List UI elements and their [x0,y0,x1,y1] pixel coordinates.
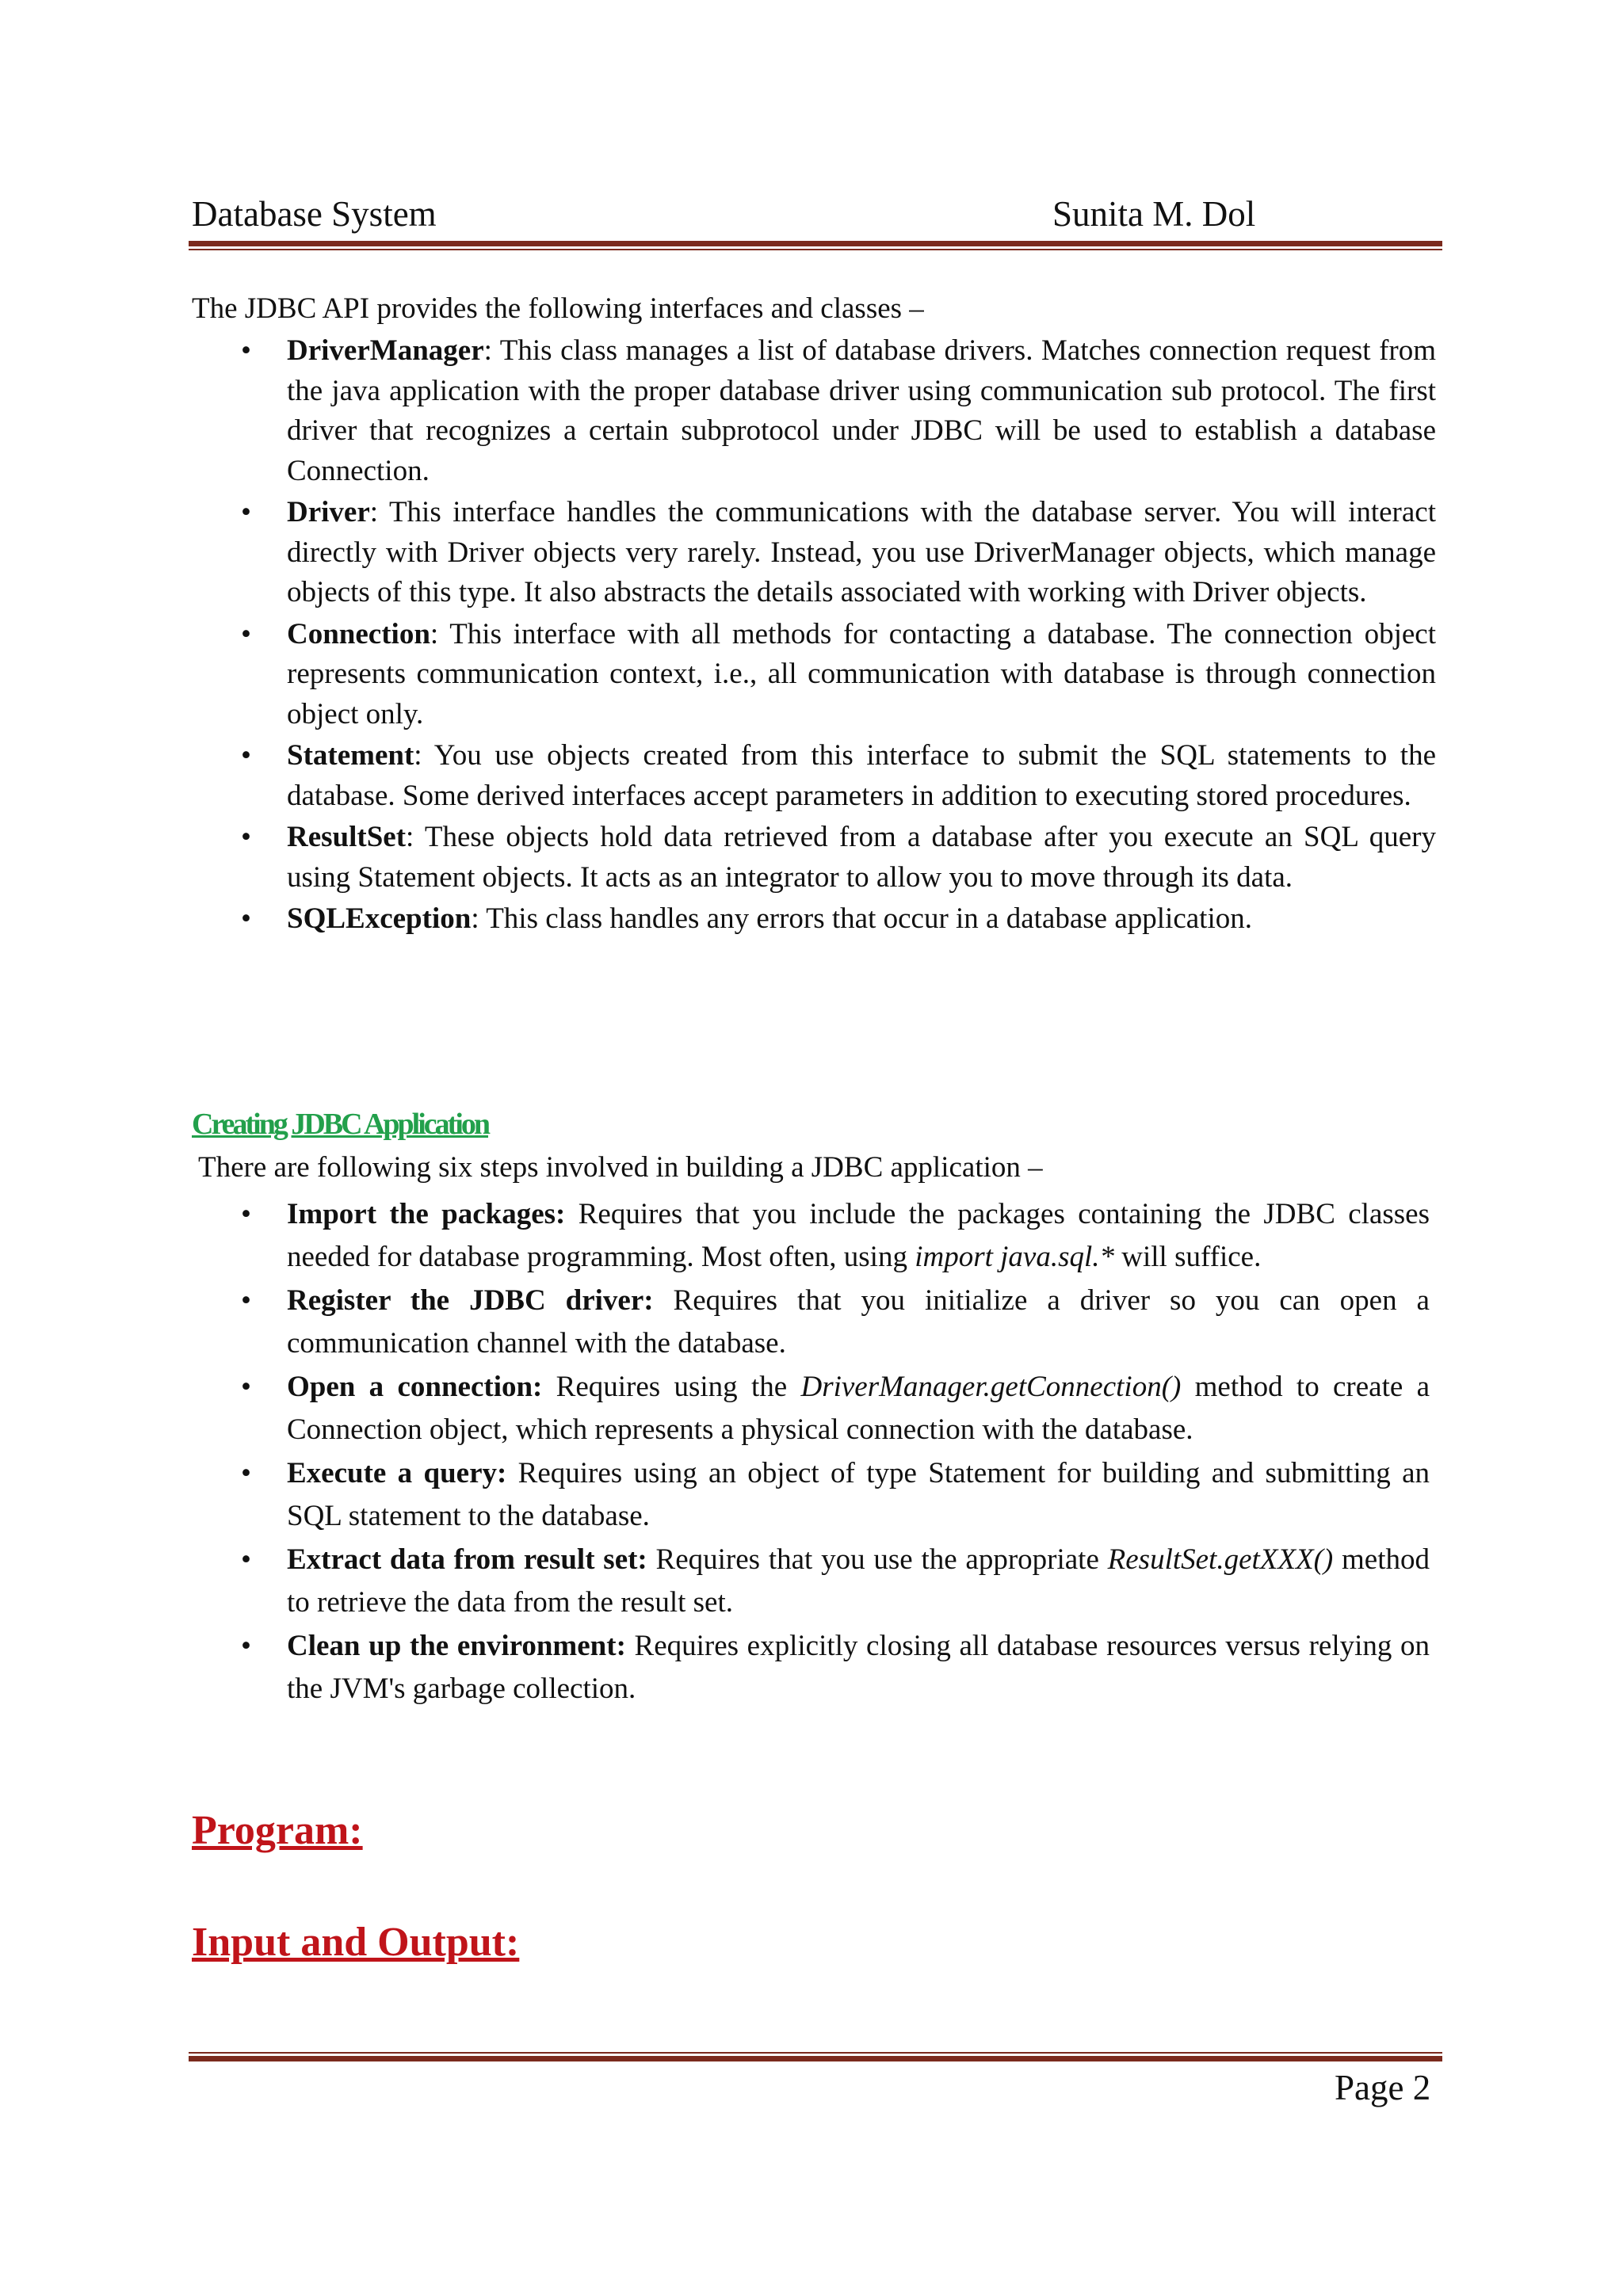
bullet-icon: • [241,496,251,528]
item-term: Driver [287,496,370,528]
bullet-icon: • [241,1543,251,1576]
section-intro-paragraph: There are following six steps involved in building a JDBC application – [198,1151,1043,1184]
list-item [192,1625,1430,1710]
item-term: ResultSet [287,821,407,853]
step-code: DriverManager.getConnection() [800,1371,1182,1403]
step-text: Requires that you include the packages containing the JDBC classes needed for database programming. Most often, using [287,1198,1430,1273]
page-number: Page 2 [1335,2068,1431,2107]
step-text-after: method to retrieve the data from the result set. [287,1543,1430,1619]
list-item [192,1539,1430,1623]
item-text: : This interface with all methods for contacting a database. The connection object represents communication context, i.e., all communication with database is through connection object only. [287,617,1436,730]
section-title-creating-jdbc: Creating JDBC Application [192,1108,489,1141]
step-text: Requires using an object of type Statement for building and submitting an SQL statement to the database. [287,1457,1430,1532]
item-text: : These objects hold data retrieved from a database after you execute an SQL query using Statement objects. It acts as an integrator to allow you to move through its data. [287,821,1436,894]
list-item [192,736,1436,816]
step-text: Requires explicitly closing all database resources versus relying on the JVM's garbage collection. [287,1630,1430,1705]
item-term: Connection [287,617,430,650]
list-item [192,1280,1430,1364]
footer-divider [189,2052,1442,2061]
jdbc-steps-list [192,1193,1430,1711]
list-item [192,615,1436,735]
step-term: Import the packages: [287,1198,566,1230]
header-author: Sunita M. Dol [1052,194,1256,234]
item-text: : This class manages a list of database drivers. Matches connection request from the java application with the proper database driver using communication sub protocol. The first driver that recognizes a certain subprotocol under JDBC will be used to establish a database Connection. [287,334,1436,487]
list-item [192,1193,1430,1278]
step-term: Extract data from result set: [287,1543,647,1576]
step-term: Register the JDBC driver: [287,1284,654,1317]
header-divider [189,241,1442,250]
step-text-after: will suffice. [1114,1240,1262,1273]
step-text: Requires that you use the appropriate [647,1543,1108,1576]
bullet-icon: • [241,821,251,853]
item-term: DriverManager [287,334,484,367]
bullet-icon: • [241,739,251,772]
step-term: Clean up the environment: [287,1630,626,1662]
item-term: SQLException [287,902,472,935]
page-header [192,190,1438,238]
list-item [192,331,1436,491]
bullet-icon: • [241,1371,251,1403]
header-course-title: Database System [192,194,437,234]
program-heading: Program: [192,1808,363,1853]
list-item [192,818,1436,898]
step-text: Requires using the [542,1371,801,1403]
item-text: : This class handles any errors that occur in a database application. [471,902,1252,935]
step-code: import java.sql.* [915,1240,1115,1273]
bullet-icon: • [241,902,251,935]
step-term: Execute a query: [287,1457,507,1489]
bullet-icon: • [241,1630,251,1662]
item-text: : You use objects created from this interface to submit the SQL statements to the database. Some derived interfaces accept parameters in addition to executing stored procedures. [287,739,1436,812]
bullet-icon: • [241,334,251,367]
item-text: : This interface handles the communications with the database server. You will interact directly with Driver objects very rarely. Instead, you use DriverManager objects, which manage objects of this type. It also abstracts the details associated with working with Driver objects. [287,496,1436,608]
step-term: Open a connection: [287,1371,543,1403]
step-text-after: method to create a Connection object, which represents a physical connection with the database. [287,1371,1430,1446]
bullet-icon: • [241,1457,251,1489]
api-intro-paragraph: The JDBC API provides the following interfaces and classes – [192,292,924,325]
item-term: Statement [287,739,414,772]
bullet-icon: • [241,1198,251,1230]
input-output-heading: Input and Output: [192,1920,520,1965]
list-item [192,899,1436,940]
list-item [192,1366,1430,1451]
api-interfaces-list [192,331,1436,941]
bullet-icon: • [241,1284,251,1317]
list-item [192,493,1436,613]
bullet-icon: • [241,617,251,650]
step-code: ResultSet.getXXX() [1107,1543,1334,1576]
step-text: Requires that you initialize a driver so you can open a communication channel with the database. [287,1284,1430,1360]
list-item [192,1452,1430,1537]
